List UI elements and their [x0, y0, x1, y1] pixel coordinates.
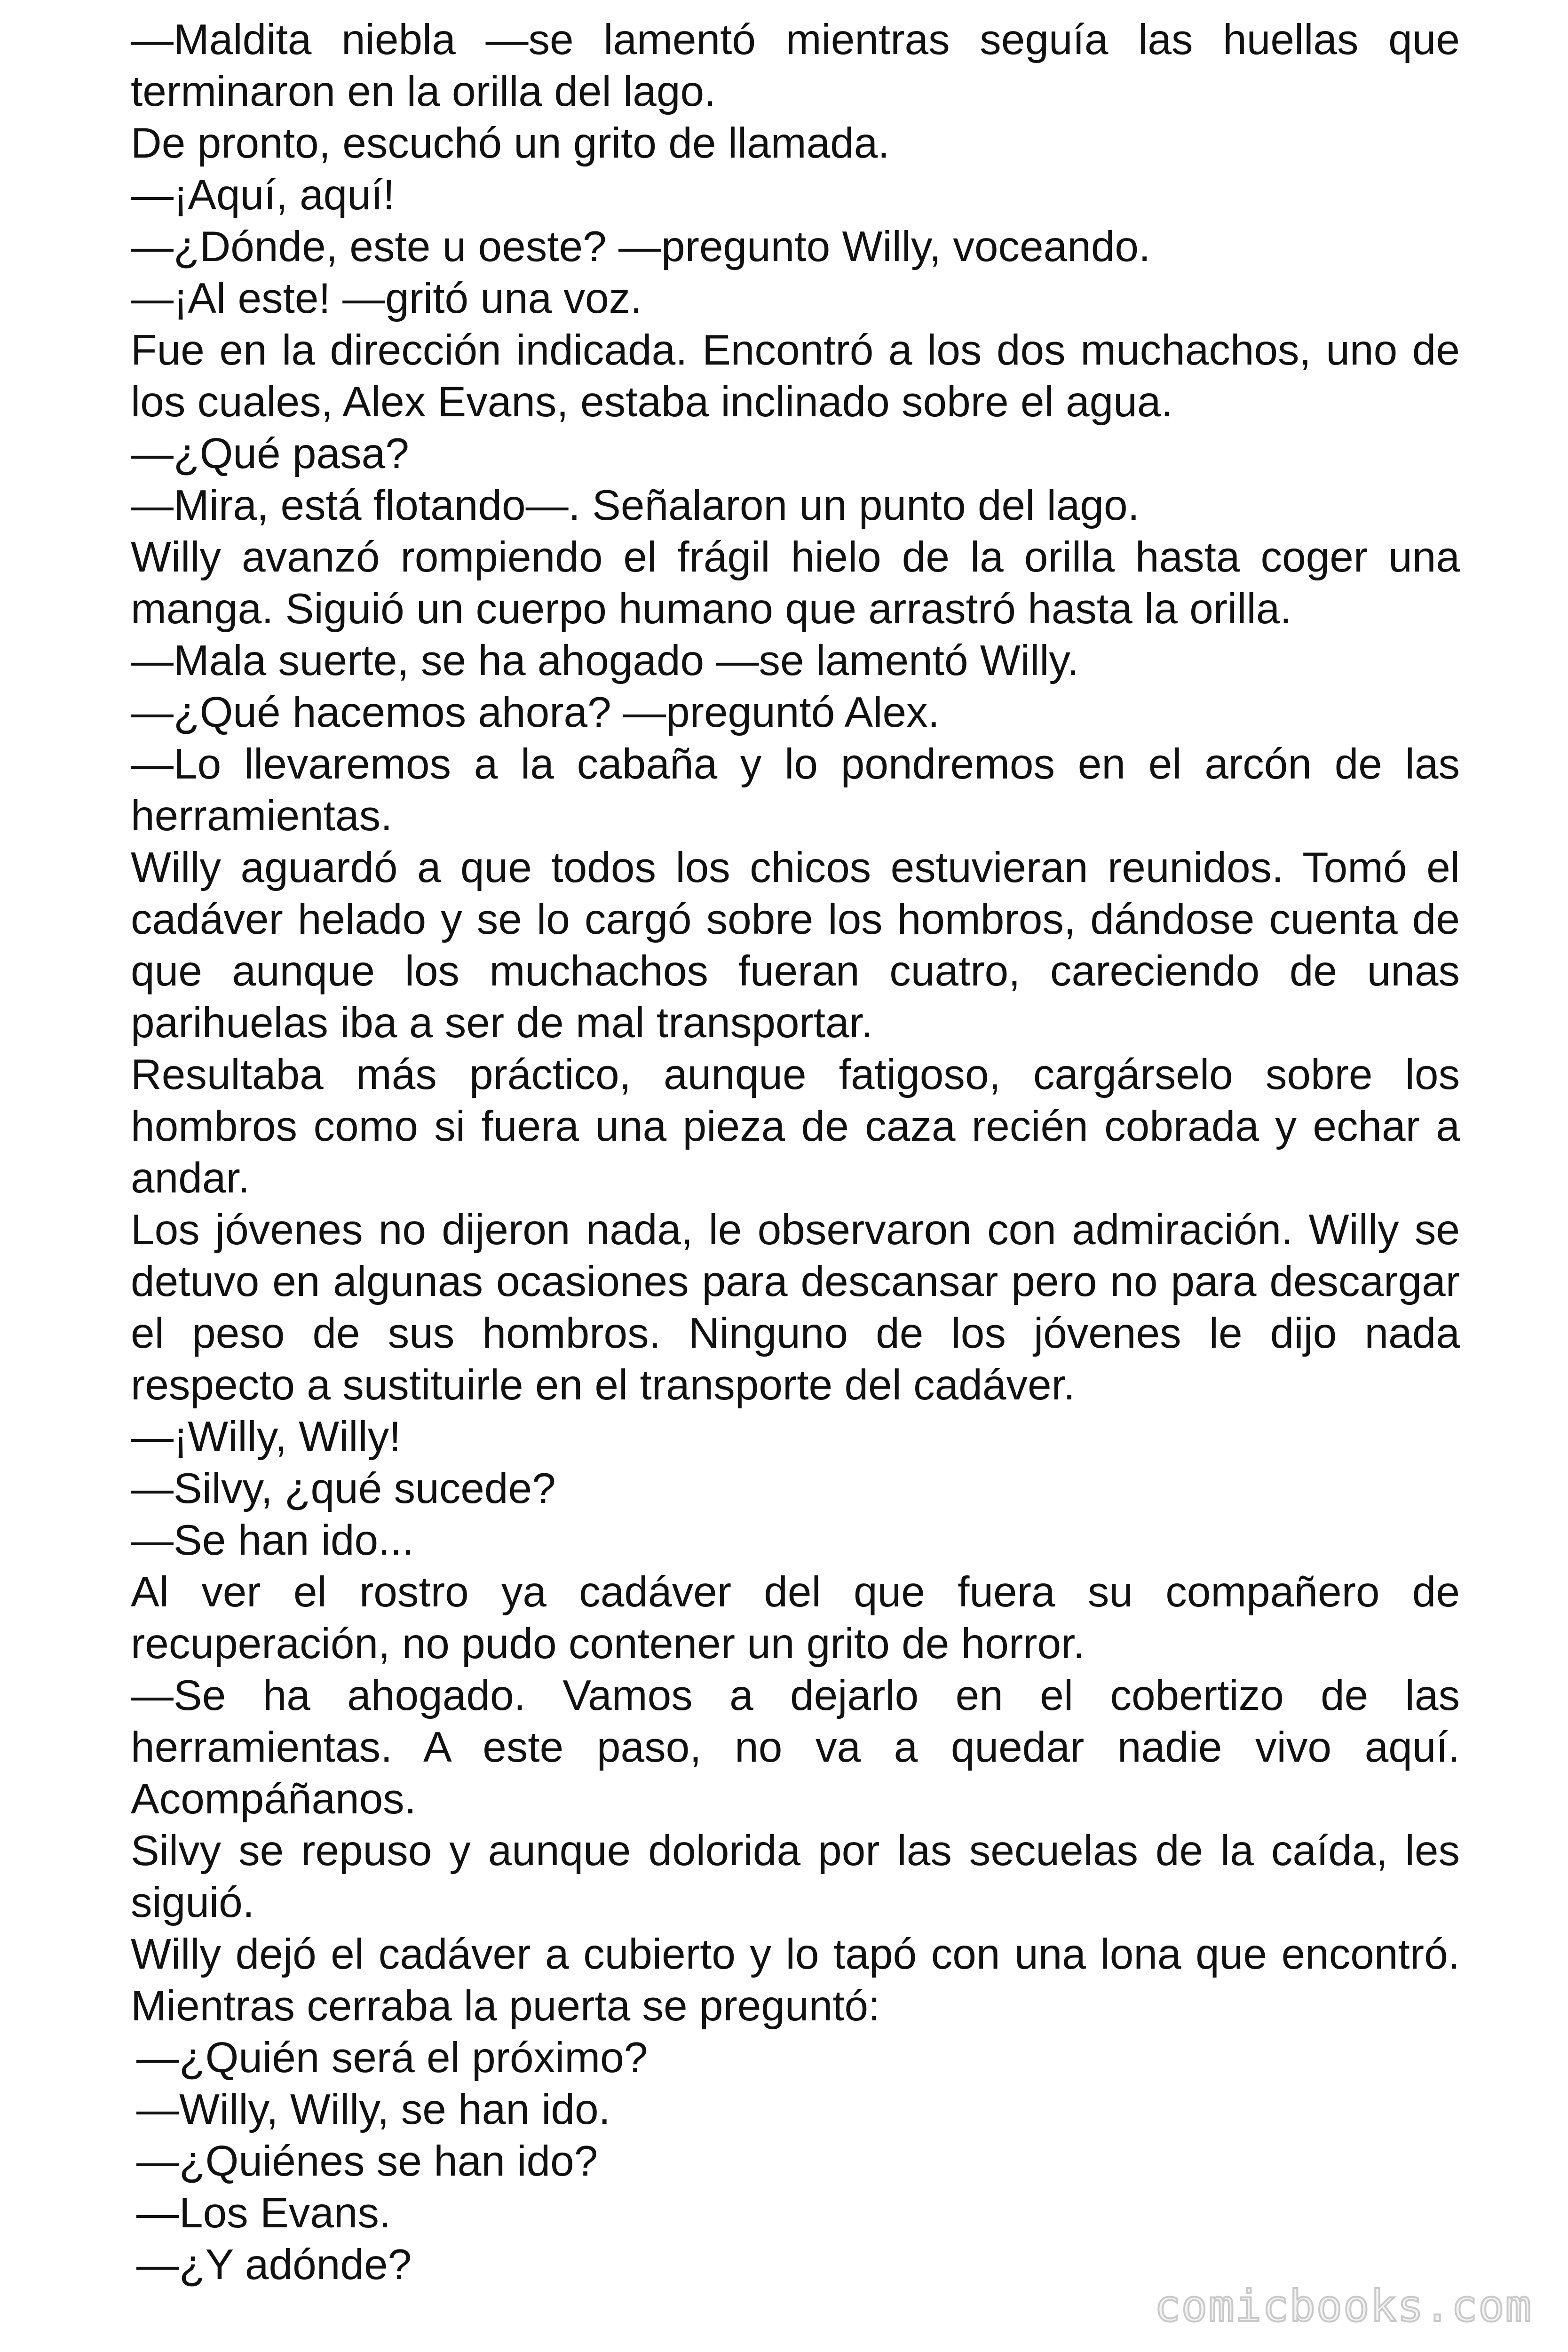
paragraph: —Maldita niebla —se lamentó mientras seguía las huellas que terminaron en la orilla del lago.	[131, 16, 1460, 115]
paragraph: —¿Quién será el próximo?	[136, 2034, 648, 2082]
paragraph: —¡Willy, Willy!	[131, 1413, 401, 1461]
paragraph: —¡Al este! —gritó una voz.	[131, 275, 642, 322]
paragraph: —Silvy, ¿qué sucede?	[131, 1465, 556, 1512]
paragraph: Resultaba más práctico, aunque fatigoso, cargárselo sobre los hombros como si fuera una pieza de caza recién cobrada y echar a andar.	[131, 1051, 1460, 1202]
document-body	[131, 14, 1460, 2291]
paragraph: —Se han ido...	[131, 1517, 414, 1564]
paragraph: —Mira, está flotando—. Señalaron un punto del lago.	[131, 482, 1140, 529]
paragraph: Los jóvenes no dijeron nada, le observaron con admiración. Willy se detuvo en algunas ocasiones para descansar pero no para descargar el peso de sus hombros. Ninguno de los jóvenes le dijo nada respecto a sustituirle en el transporte del cadáver.	[131, 1206, 1460, 1409]
paragraph: —¿Y adónde?	[136, 2241, 412, 2288]
paragraph: —Willy, Willy, se han ido.	[136, 2086, 610, 2133]
paragraph: De pronto, escuchó un grito de llamada.	[131, 119, 890, 167]
paragraph: —Lo llevaremos a la cabaña y lo pondremos en el arcón de las herramientas.	[131, 740, 1460, 840]
paragraph: —¿Qué pasa?	[131, 430, 409, 477]
paragraph: —Mala suerte, se ha ahogado —se lamentó Willy.	[131, 637, 1079, 684]
paragraph: Al ver el rostro ya cadáver del que fuera su compañero de recuperación, no pudo contener un grito de horror.	[131, 1568, 1460, 1668]
paragraph: Silvy se repuso y aunque dolorida por las secuelas de la caída, les siguió.	[131, 1827, 1460, 1926]
paragraph: —¿Dónde, este u oeste? —pregunto Willy, voceando.	[131, 223, 1151, 270]
paragraph: —Los Evans.	[136, 2189, 391, 2237]
paragraph: Willy aguardó a que todos los chicos estuvieran reunidos. Tomó el cadáver helado y se lo cargó sobre los hombros, dándose cuenta de que aunque los muchachos fueran cuatro, careciendo de unas parihuelas iba a ser de mal transportar.	[131, 844, 1460, 1047]
paragraph: —¿Qué hacemos ahora? —preguntó Alex.	[131, 689, 940, 736]
paragraph: Willy dejó el cadáver a cubierto y lo tapó con una lona que encontró. Mientras cerraba la puerta se preguntó:	[131, 1931, 1460, 2030]
watermark: comicbooks.com	[1154, 2281, 1532, 2331]
paragraph: Fue en la dirección indicada. Encontró a los dos muchachos, uno de los cuales, Alex Evans, estaba inclinado sobre el agua.	[131, 326, 1460, 426]
paragraph: —Se ha ahogado. Vamos a dejarlo en el cobertizo de las herramientas. A este paso, no va a quedar nadie vivo aquí. Acompáñanos.	[131, 1672, 1460, 1823]
paragraph: Willy avanzó rompiendo el frágil hielo de la orilla hasta coger una manga. Siguió un cuerpo humano que arrastró hasta la orilla.	[131, 533, 1460, 633]
paragraph: —¿Quiénes se han ido?	[136, 2137, 598, 2185]
paragraph: —¡Aquí, aquí!	[131, 171, 395, 219]
